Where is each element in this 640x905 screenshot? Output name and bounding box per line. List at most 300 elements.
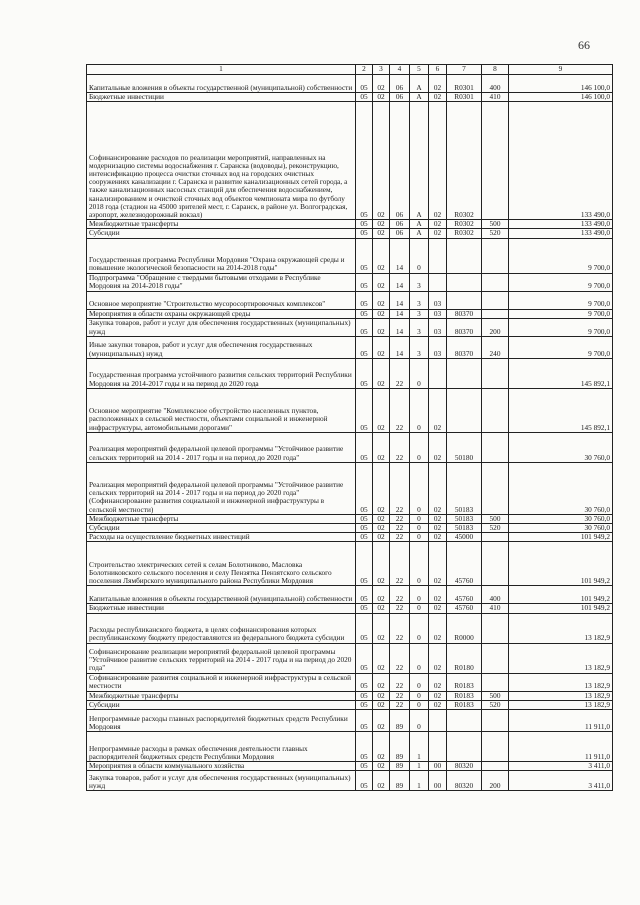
code-cell: А: [410, 75, 429, 93]
code-cell: 05: [356, 524, 373, 533]
row-name-cell: Межбюджетные трансферты: [87, 514, 356, 523]
code-cell: 3: [410, 309, 429, 318]
amount-cell: 13 182,9: [509, 691, 613, 700]
code-cell: А: [410, 102, 429, 220]
amount-cell: 9 700,0: [509, 273, 613, 291]
code-cell: 02: [373, 691, 390, 700]
code-cell: 0: [410, 710, 429, 732]
table-row: [87, 388, 613, 432]
code-cell: 50180: [447, 432, 482, 462]
code-cell: 14: [390, 273, 410, 291]
code-cell: [482, 462, 509, 514]
row-name-cell: Государственная программа устойчивого развития сельских территорий Республики Мордовия на 2014-2017 годы и на период до 2020 года: [87, 358, 356, 388]
row-name-cell: Закупка товаров, работ и услуг для обеспечения государственных (муниципальных) нужд: [87, 318, 356, 336]
code-cell: 3: [410, 291, 429, 309]
amount-cell: 145 892,1: [509, 388, 613, 432]
code-cell: [447, 358, 482, 388]
row-name-cell: Софинансирование расходов по реализации мероприятий, направленных на модернизацию системы водоснабжения г. Саранска (водоводы), реконструкцию, интенсификацию процесса очистки сточных вод на городских очистных сооружениях канализации г. Саранска и развитие канализационных сетей города, а также канализационных насосных станций для обеспечения водоснабжением, канализированием и очисткой сточных вод объектов чемпионата мира по футболу 2018 года (стадион на 45000 зрителей мест, г. Саранск, в районе ул. Волгоградская, аэропорт, железнодорожный вокзал): [87, 102, 356, 220]
row-name-cell: Реализация мероприятий федеральной целевой программы "Устойчивое развитие сельских территорий на 2014 - 2017 годы и на период до 2020 года" (Софинансирование развития социальной и инженерной инфраструктуры в сельской местности): [87, 462, 356, 514]
code-cell: 02: [429, 604, 447, 613]
table-row: [87, 643, 613, 673]
code-cell: 02: [373, 318, 390, 336]
row-name-cell: Мероприятия в области охраны окружающей среды: [87, 309, 356, 318]
code-cell: [482, 102, 509, 220]
code-cell: [429, 710, 447, 732]
row-name-cell: Непрограммные расходы главных распорядителей бюджетных средств Республики Мордовия: [87, 710, 356, 732]
amount-cell: 9 700,0: [509, 291, 613, 309]
code-cell: [429, 358, 447, 388]
code-cell: [482, 542, 509, 586]
code-cell: [482, 358, 509, 388]
code-cell: 05: [356, 604, 373, 613]
code-cell: 0: [410, 388, 429, 432]
code-cell: 22: [390, 462, 410, 514]
code-cell: 02: [373, 710, 390, 732]
code-cell: R0183: [447, 691, 482, 700]
table-row: [87, 309, 613, 318]
code-cell: 200: [482, 771, 509, 791]
table-row: [87, 358, 613, 388]
code-cell: 45760: [447, 542, 482, 586]
code-cell: 410: [482, 604, 509, 613]
code-cell: 05: [356, 93, 373, 102]
code-cell: 02: [373, 700, 390, 709]
code-cell: 02: [429, 643, 447, 673]
row-name-cell: Бюджетные инвестиции: [87, 93, 356, 102]
code-cell: R0302: [447, 229, 482, 238]
code-cell: 02: [429, 691, 447, 700]
code-cell: 05: [356, 336, 373, 358]
code-cell: 02: [373, 102, 390, 220]
code-cell: 0: [410, 673, 429, 691]
code-cell: [447, 273, 482, 291]
table-row: [87, 586, 613, 604]
code-cell: 02: [429, 229, 447, 238]
code-cell: 0: [410, 524, 429, 533]
code-cell: 06: [390, 220, 410, 229]
row-name-cell: Межбюджетные трансферты: [87, 691, 356, 700]
amount-cell: 30 760,0: [509, 514, 613, 523]
code-cell: 02: [429, 102, 447, 220]
code-cell: 05: [356, 613, 373, 643]
table-body: [87, 75, 613, 791]
code-cell: 50183: [447, 514, 482, 523]
amount-cell: 9 700,0: [509, 318, 613, 336]
amount-cell: 13 182,9: [509, 673, 613, 691]
code-cell: 22: [390, 643, 410, 673]
code-cell: [482, 613, 509, 643]
amount-cell: 9 700,0: [509, 309, 613, 318]
header-cell: 2: [356, 65, 373, 75]
code-cell: [482, 238, 509, 273]
code-cell: 0: [410, 613, 429, 643]
code-cell: 22: [390, 604, 410, 613]
code-cell: 02: [373, 533, 390, 542]
code-cell: 05: [356, 732, 373, 762]
row-name-cell: Субсидии: [87, 524, 356, 533]
code-cell: 14: [390, 291, 410, 309]
code-cell: А: [410, 229, 429, 238]
table-row: [87, 75, 613, 93]
code-cell: 14: [390, 309, 410, 318]
row-name-cell: Непрограммные расходы в рамках обеспечения деятельности главных распорядителей бюджетных средств Республики Мордовия: [87, 732, 356, 762]
code-cell: 200: [482, 318, 509, 336]
code-cell: 05: [356, 388, 373, 432]
row-name-cell: Бюджетные инвестиции: [87, 604, 356, 613]
code-cell: 02: [373, 229, 390, 238]
row-name-cell: Софинансирование реализации мероприятий федеральной целевой программы "Устойчивое развитие сельских территорий на 2014 - 2017 годы и на период до 2020 года": [87, 643, 356, 673]
code-cell: 02: [373, 238, 390, 273]
table-row: [87, 273, 613, 291]
code-cell: 02: [373, 524, 390, 533]
code-cell: 410: [482, 93, 509, 102]
code-cell: 3: [410, 273, 429, 291]
code-cell: 22: [390, 542, 410, 586]
code-cell: [447, 732, 482, 762]
row-name-cell: Субсидии: [87, 229, 356, 238]
row-name-cell: Основное мероприятие "Строительство мусоросортировочных комплексов": [87, 291, 356, 309]
code-cell: 05: [356, 318, 373, 336]
page-number: 66: [578, 38, 590, 52]
code-cell: 02: [373, 291, 390, 309]
code-cell: 05: [356, 291, 373, 309]
row-name-cell: Основное мероприятие "Комплексное обустройство населенных пунктов, расположенных в сельской местности, объектами социальной и инженерной инфраструктуры, автомобильными дорогами": [87, 388, 356, 432]
code-cell: 500: [482, 691, 509, 700]
code-cell: 05: [356, 220, 373, 229]
code-cell: [429, 732, 447, 762]
table-row: [87, 533, 613, 542]
code-cell: 03: [429, 309, 447, 318]
table-row: [87, 93, 613, 102]
code-cell: R0302: [447, 102, 482, 220]
table-row: [87, 710, 613, 732]
code-cell: 520: [482, 700, 509, 709]
code-cell: 02: [373, 220, 390, 229]
amount-cell: 30 760,0: [509, 524, 613, 533]
header-cell: 7: [447, 65, 482, 75]
code-cell: 240: [482, 336, 509, 358]
code-cell: 02: [373, 586, 390, 604]
code-cell: 0: [410, 643, 429, 673]
code-cell: 80370: [447, 318, 482, 336]
code-cell: 520: [482, 524, 509, 533]
code-cell: [429, 273, 447, 291]
code-cell: 22: [390, 514, 410, 523]
amount-cell: 30 760,0: [509, 432, 613, 462]
code-cell: 06: [390, 102, 410, 220]
code-cell: 80320: [447, 762, 482, 771]
code-cell: 1: [410, 762, 429, 771]
code-cell: 03: [429, 336, 447, 358]
code-cell: 520: [482, 229, 509, 238]
code-cell: 02: [373, 673, 390, 691]
amount-cell: 133 490,0: [509, 220, 613, 229]
code-cell: [482, 710, 509, 732]
code-cell: 14: [390, 238, 410, 273]
code-cell: 03: [429, 318, 447, 336]
amount-cell: 146 100,0: [509, 93, 613, 102]
code-cell: 06: [390, 229, 410, 238]
code-cell: 02: [373, 762, 390, 771]
code-cell: 02: [373, 273, 390, 291]
row-name-cell: Расходы на осуществление бюджетных инвестиций: [87, 533, 356, 542]
code-cell: 05: [356, 710, 373, 732]
code-cell: 0: [410, 358, 429, 388]
code-cell: 400: [482, 586, 509, 604]
table-row: [87, 542, 613, 586]
amount-cell: 9 700,0: [509, 336, 613, 358]
code-cell: 22: [390, 691, 410, 700]
table-row: [87, 229, 613, 238]
amount-cell: 133 490,0: [509, 229, 613, 238]
code-cell: 45000: [447, 533, 482, 542]
code-cell: [447, 710, 482, 732]
amount-cell: 13 182,9: [509, 613, 613, 643]
code-cell: R0301: [447, 75, 482, 93]
code-cell: 02: [429, 586, 447, 604]
code-cell: 06: [390, 75, 410, 93]
code-cell: 02: [373, 732, 390, 762]
table-row: [87, 462, 613, 514]
code-cell: 1: [410, 732, 429, 762]
code-cell: 05: [356, 771, 373, 791]
row-name-cell: Мероприятия в области коммунального хозяйства: [87, 762, 356, 771]
code-cell: 05: [356, 643, 373, 673]
code-cell: 02: [373, 75, 390, 93]
amount-cell: 11 911,0: [509, 732, 613, 762]
header-cell: 6: [429, 65, 447, 75]
amount-cell: 145 892,1: [509, 358, 613, 388]
table-row: [87, 514, 613, 523]
amount-cell: 30 760,0: [509, 462, 613, 514]
code-cell: 02: [373, 771, 390, 791]
code-cell: 02: [373, 514, 390, 523]
code-cell: 05: [356, 273, 373, 291]
code-cell: 02: [373, 643, 390, 673]
code-cell: 0: [410, 514, 429, 523]
code-cell: [482, 762, 509, 771]
code-cell: 80320: [447, 771, 482, 791]
code-cell: 05: [356, 229, 373, 238]
table-row: [87, 238, 613, 273]
code-cell: А: [410, 220, 429, 229]
code-cell: [447, 388, 482, 432]
code-cell: 89: [390, 732, 410, 762]
code-cell: R0180: [447, 643, 482, 673]
code-cell: 22: [390, 613, 410, 643]
code-cell: 02: [429, 388, 447, 432]
code-cell: 02: [373, 336, 390, 358]
code-cell: 02: [429, 220, 447, 229]
code-cell: [447, 291, 482, 309]
code-cell: 05: [356, 238, 373, 273]
code-cell: 05: [356, 673, 373, 691]
code-cell: А: [410, 93, 429, 102]
code-cell: [482, 673, 509, 691]
amount-cell: 101 949,2: [509, 604, 613, 613]
code-cell: 0: [410, 691, 429, 700]
row-name-cell: Капитальные вложения в объекты государственной (муниципальной) собственности: [87, 586, 356, 604]
amount-cell: 101 949,2: [509, 586, 613, 604]
amount-cell: 101 949,2: [509, 542, 613, 586]
code-cell: 3: [410, 336, 429, 358]
code-cell: R0301: [447, 93, 482, 102]
code-cell: 14: [390, 318, 410, 336]
code-cell: 22: [390, 700, 410, 709]
code-cell: [482, 309, 509, 318]
code-cell: 0: [410, 700, 429, 709]
budget-table: [86, 64, 613, 791]
table-row: [87, 700, 613, 709]
code-cell: 0: [410, 238, 429, 273]
amount-cell: 3 411,0: [509, 771, 613, 791]
amount-cell: 13 182,9: [509, 700, 613, 709]
code-cell: [482, 388, 509, 432]
code-cell: 02: [373, 542, 390, 586]
code-cell: 02: [429, 613, 447, 643]
code-cell: 3: [410, 318, 429, 336]
code-cell: 02: [429, 700, 447, 709]
row-name-cell: Софинансирование развития социальной и инженерной инфраструктуры в сельской местности: [87, 673, 356, 691]
code-cell: 22: [390, 432, 410, 462]
table-row: [87, 102, 613, 220]
amount-cell: 13 182,9: [509, 643, 613, 673]
code-cell: 0: [410, 542, 429, 586]
code-cell: 80370: [447, 336, 482, 358]
code-cell: 0: [410, 462, 429, 514]
code-cell: 05: [356, 358, 373, 388]
amount-cell: 146 100,0: [509, 75, 613, 93]
table-row: [87, 220, 613, 229]
code-cell: [482, 732, 509, 762]
amount-cell: 133 490,0: [509, 102, 613, 220]
code-cell: 05: [356, 586, 373, 604]
code-cell: 02: [429, 542, 447, 586]
code-cell: 0: [410, 432, 429, 462]
table-row: [87, 673, 613, 691]
header-cell: 1: [87, 65, 356, 75]
table-row: [87, 691, 613, 700]
amount-cell: 101 949,2: [509, 533, 613, 542]
header-cell: 8: [482, 65, 509, 75]
code-cell: R0302: [447, 220, 482, 229]
code-cell: [482, 291, 509, 309]
code-cell: R0183: [447, 673, 482, 691]
header-cell: 9: [509, 65, 613, 75]
code-cell: 0: [410, 533, 429, 542]
amount-cell: 3 411,0: [509, 762, 613, 771]
header-cell: 4: [390, 65, 410, 75]
code-cell: [482, 533, 509, 542]
code-cell: R0000: [447, 613, 482, 643]
table-row: [87, 318, 613, 336]
code-cell: [482, 643, 509, 673]
code-cell: 22: [390, 388, 410, 432]
table-header-row: [87, 65, 613, 75]
row-name-cell: Капитальные вложения в объекты государственной (муниципальной) собственности: [87, 75, 356, 93]
code-cell: 02: [429, 75, 447, 93]
row-name-cell: Подпрограмма "Обращение с твердыми бытовыми отходами в Республике Мордовия на 2014-2018 годы": [87, 273, 356, 291]
code-cell: 05: [356, 700, 373, 709]
code-cell: 89: [390, 762, 410, 771]
code-cell: 06: [390, 93, 410, 102]
row-name-cell: Реализация мероприятий федеральной целевой программы "Устойчивое развитие сельских территорий на 2014 - 2017 годы и на период до 2020 года": [87, 432, 356, 462]
code-cell: 0: [410, 586, 429, 604]
code-cell: 05: [356, 309, 373, 318]
code-cell: R0183: [447, 700, 482, 709]
code-cell: 02: [373, 432, 390, 462]
table-row: [87, 291, 613, 309]
amount-cell: 11 911,0: [509, 710, 613, 732]
header-cell: 3: [373, 65, 390, 75]
table-row: [87, 524, 613, 533]
table-row: [87, 613, 613, 643]
code-cell: 500: [482, 220, 509, 229]
code-cell: [447, 238, 482, 273]
header-cell: 5: [410, 65, 429, 75]
code-cell: 89: [390, 710, 410, 732]
table-row: [87, 771, 613, 791]
amount-cell: 9 700,0: [509, 238, 613, 273]
code-cell: 05: [356, 514, 373, 523]
code-cell: 22: [390, 533, 410, 542]
code-cell: 500: [482, 514, 509, 523]
table-row: [87, 604, 613, 613]
row-name-cell: Межбюджетные трансферты: [87, 220, 356, 229]
row-name-cell: Строительство электрических сетей к селам Болотниково, Масловка Болотниковского сельского поселения и селу Пензятка Пензятского сельского поселения Лямбирского муниципального района Республики Мордовия: [87, 542, 356, 586]
code-cell: 00: [429, 771, 447, 791]
code-cell: 02: [429, 462, 447, 514]
table-row: [87, 336, 613, 358]
row-name-cell: Субсидии: [87, 700, 356, 709]
code-cell: 05: [356, 462, 373, 514]
row-name-cell: Иные закупки товаров, работ и услуг для обеспечения государственных (муниципальных) нужд: [87, 336, 356, 358]
table-row: [87, 732, 613, 762]
code-cell: 05: [356, 533, 373, 542]
code-cell: [482, 432, 509, 462]
row-name-cell: Государственная программа Республики Мордовия "Охрана окружающей среды и повышение экологической безопасности на 2014-2018 годы": [87, 238, 356, 273]
code-cell: 22: [390, 358, 410, 388]
code-cell: 45760: [447, 586, 482, 604]
code-cell: 02: [429, 524, 447, 533]
code-cell: 02: [429, 533, 447, 542]
table-row: [87, 762, 613, 771]
code-cell: 22: [390, 586, 410, 604]
code-cell: 02: [373, 604, 390, 613]
code-cell: 02: [373, 388, 390, 432]
code-cell: 05: [356, 762, 373, 771]
code-cell: 89: [390, 771, 410, 791]
row-name-cell: Расходы республиканского бюджета, в целях софинансирования которых республиканскому бюджету предоставляются из федерального бюджета субсидии: [87, 613, 356, 643]
code-cell: 05: [356, 432, 373, 462]
code-cell: 02: [429, 514, 447, 523]
code-cell: 02: [429, 432, 447, 462]
code-cell: 22: [390, 673, 410, 691]
row-name-cell: Закупка товаров, работ и услуг для обеспечения государственных (муниципальных) нужд: [87, 771, 356, 791]
code-cell: [482, 273, 509, 291]
code-cell: 0: [410, 604, 429, 613]
code-cell: 02: [373, 613, 390, 643]
code-cell: 02: [373, 309, 390, 318]
code-cell: 02: [373, 93, 390, 102]
code-cell: 05: [356, 691, 373, 700]
code-cell: 80370: [447, 309, 482, 318]
code-cell: 05: [356, 542, 373, 586]
code-cell: 05: [356, 102, 373, 220]
code-cell: 02: [429, 673, 447, 691]
code-cell: 45760: [447, 604, 482, 613]
code-cell: 50183: [447, 462, 482, 514]
